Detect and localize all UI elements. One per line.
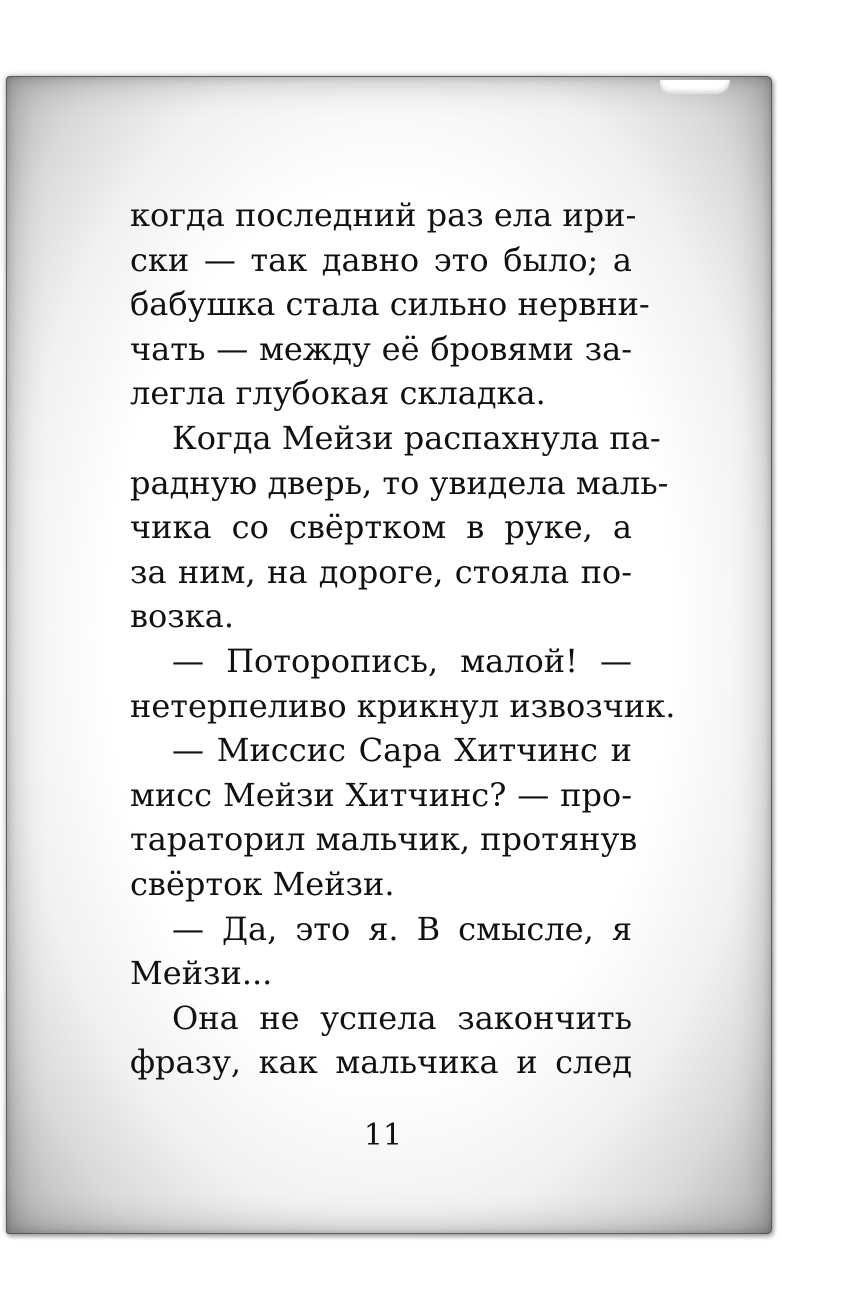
text-line: — Да, это я. В смысле, я — [172, 909, 632, 948]
text-line: нетерпеливо крикнул извозчик. — [130, 686, 676, 725]
body-text — [130, 193, 676, 1085]
text-line: Когда Мейзи распахнула па- — [172, 418, 661, 457]
text-line: чика со свёртком в руке, а — [130, 508, 632, 547]
text-line: — Поторопись, малой! — — [172, 641, 632, 680]
text-line: — Миссис Сара Хитчинс и — [172, 731, 632, 770]
text-line: легла глубокая складка. — [130, 374, 546, 413]
text-line: ски — так давно это было; а — [130, 240, 632, 279]
text-line: радную дверь, то увидела маль- — [130, 463, 669, 502]
text-line: фразу, как мальчика и след — [130, 1043, 632, 1082]
text-line: чать — между её бровями за- — [130, 329, 632, 368]
torn-edge — [660, 80, 730, 94]
text-line: бабушка стала сильно нервни- — [130, 285, 650, 324]
text-line: Мейзи... — [130, 954, 273, 993]
text-line: Она не успела закончить — [172, 998, 632, 1037]
page-number: 11 — [363, 1118, 403, 1153]
text-line: когда последний раз ела ири- — [130, 196, 637, 234]
text-line: свёрток Мейзи. — [130, 864, 395, 903]
text-line: мисс Мейзи Хитчинс? — про- — [130, 775, 632, 814]
text-line: возка. — [130, 597, 234, 636]
text-line: тараторил мальчик, протянув — [130, 820, 638, 859]
text-line: за ним, на дороге, стояла по- — [130, 552, 632, 591]
